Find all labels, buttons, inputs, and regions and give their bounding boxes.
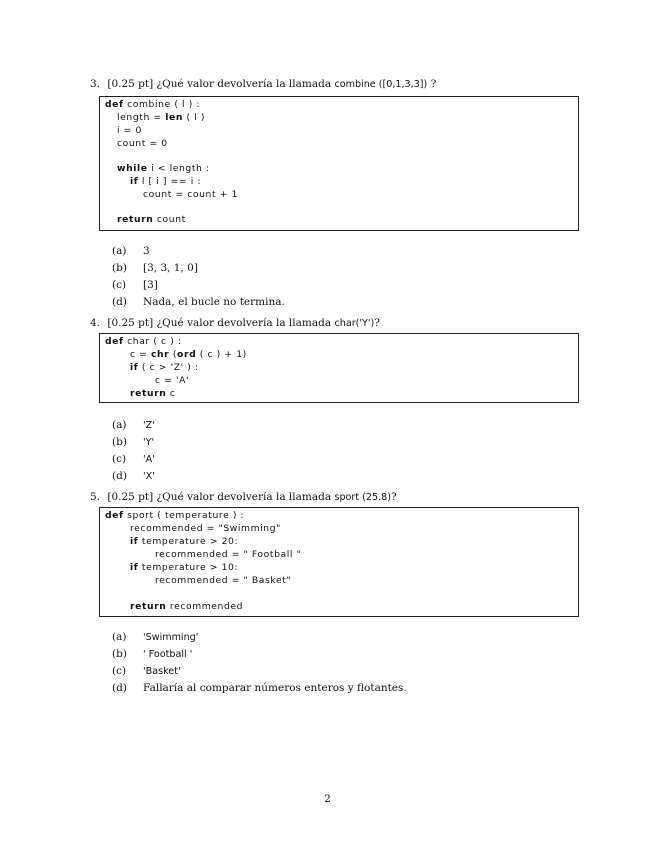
- option-a: (a) 3: [112, 245, 150, 257]
- option-c: (c) 'A': [112, 453, 155, 465]
- page-number: 2: [324, 793, 331, 805]
- question-suffix: ?: [391, 491, 397, 503]
- code-line: def combine ( l ) :: [105, 99, 201, 110]
- code-line: return c: [130, 388, 176, 399]
- code-line: return recommended: [130, 601, 244, 612]
- question-call: sport (25.8): [334, 492, 392, 503]
- code-block-q4: [99, 333, 579, 403]
- question-suffix: ?: [427, 78, 437, 90]
- question-call: combine ([0,1,3,3]): [334, 79, 428, 90]
- option-d: (d) 'X': [112, 470, 155, 482]
- code-line: while i < length :: [117, 163, 210, 174]
- option-a: (a) 'Swimming': [112, 631, 199, 643]
- code-line: if temperature > 20:: [130, 536, 239, 547]
- code-line: recommended = " Football ": [155, 549, 302, 560]
- question-number: 3.: [90, 78, 101, 90]
- code-line: count = count + 1: [143, 189, 238, 200]
- code-line: def sport ( temperature ) :: [105, 510, 245, 521]
- option-b: (b) ' Football ': [112, 648, 193, 660]
- code-line: c = chr (ord ( c ) + 1): [130, 349, 247, 360]
- option-d: (d) Nada, el bucle no termina.: [112, 296, 285, 308]
- code-line: return count: [117, 214, 186, 225]
- code-line: if temperature > 10:: [130, 562, 239, 573]
- code-line: count = 0: [117, 138, 168, 149]
- code-line: c = 'A': [155, 375, 190, 386]
- question-suffix: ?: [374, 317, 380, 329]
- question-text: [0.25 pt] ¿Qué valor devolvería la llamada: [107, 491, 332, 503]
- option-b: (b) 'Y': [112, 436, 155, 448]
- question-text: [0.25 pt] ¿Qué valor devolvería la llamada: [107, 78, 332, 90]
- option-a: (a) 'Z': [112, 419, 155, 431]
- option-b: (b) [3, 3, 1, 0]: [112, 262, 198, 274]
- question-call: char('Y'): [334, 318, 375, 329]
- code-line: recommended = " Basket": [155, 575, 292, 586]
- code-line: length = len ( l ): [117, 112, 206, 123]
- question-5-header: [90, 491, 397, 503]
- option-c: (c) 'Basket': [112, 665, 181, 677]
- question-text: [0.25 pt] ¿Qué valor devolvería la llamada: [107, 317, 332, 329]
- question-number: 5.: [90, 491, 101, 503]
- question-4-header: [90, 317, 380, 329]
- code-line: def char ( c ) :: [105, 336, 182, 347]
- code-line: if l [ i ] == i :: [130, 176, 202, 187]
- option-c: (c) [3]: [112, 279, 158, 291]
- code-block-q5: [99, 507, 579, 617]
- question-3-header: [90, 78, 436, 90]
- question-number: 4.: [90, 317, 101, 329]
- code-line: if ( c > 'Z' ) :: [130, 362, 199, 373]
- code-line: recommended = "Swimming": [130, 523, 281, 534]
- code-line: i = 0: [117, 125, 142, 136]
- option-d: (d) Fallaría al comparar números enteros y flotantes.: [112, 682, 407, 694]
- code-block-q3: [99, 96, 579, 231]
